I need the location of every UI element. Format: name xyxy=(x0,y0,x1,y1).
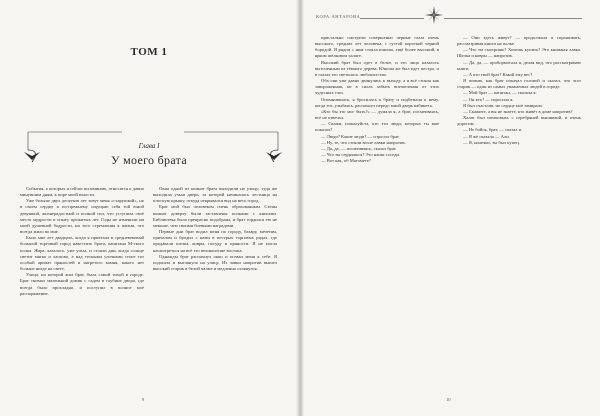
paragraph: Улица, на которой жил брат, была самой тихой в городе. Брат снимал маленький домик с садом в глубине двора, где всегда было прохладно, и поступил в полное моё распоряжение. xyxy=(20,272,144,296)
left-page-column-1 xyxy=(20,186,144,297)
volume-title: ТОМ 1 xyxy=(130,46,168,58)
paragraph: Оба они уже давно двинулись к выходу, а я всё стояла как завороженная, не в силах забыть впечатления от этих чудесных глаз. xyxy=(315,78,439,96)
paragraph: — Да, да, — посмеиваясь, сказал брат. xyxy=(321,145,397,151)
paragraph: — Что ты сердишься? Это наши соседи. xyxy=(321,151,401,157)
page-number: 10 xyxy=(446,397,451,402)
header-rule xyxy=(444,18,582,19)
header-rule xyxy=(360,18,424,19)
compass-star-icon xyxy=(425,6,443,24)
paragraph: — Да, да, — пробормотала я, делая вид, что рассматриваю книги. xyxy=(457,59,581,71)
paragraph: — Я жё сказала — Али. xyxy=(463,133,510,139)
paragraph: Первые дни брат водил меня по городу, базару, мечетям, причалам и бродил с нами в пестрых торговых рядах, где продавали шелка, ковры, посуду и пряности. Я не могла насмотреться на всё это великолепие востока. xyxy=(153,229,277,253)
left-page-column-2 xyxy=(153,186,277,272)
paragraph: пристально смотрели совершенно черные глаза очень высокого, средних лет человека, с густой короткой черной бородой. Я рядом с ним стояла юноша, ещё более высокий, в ярком шёлковом халате. xyxy=(315,35,439,59)
left-page xyxy=(0,0,298,416)
paragraph: — А кто твой брат? Какой ему вес? xyxy=(463,71,533,77)
paragraph: Опомнившись, я бросилась к брату и подбежала к нему, когда тот, улыбаясь, распахнул передо мной дверь кабинета. xyxy=(315,96,439,108)
paragraph: Уже больше двух десятков лет зовут меня «старушкой», но в своем сердце я по-прежнему ощущаю себя той юной девушкой, жизнерадостной и полной сил, что уступила своё место мудрости и опыту прожитых лет. Годы не изменили ни моей душевной бодрости, ни того стремления к жизни, что всегда жило во мне. xyxy=(20,198,144,235)
right-page-column-2 xyxy=(457,35,581,146)
paragraph: — Скажите, а вы не знаете, кто живёт в доме напротив? xyxy=(463,108,573,114)
paragraph: — Скажи, пожалуйста, кто эти люди, которых ты мне показал? xyxy=(315,121,439,133)
book-gutter-shadow xyxy=(296,0,304,416)
paragraph: — Что ты смотришь? Хочешь купить? Это книжная лавка. Шелка и ковры — напротив. xyxy=(457,47,581,59)
paragraph: Окна одной из комнат брата выходили на улицу; туда же выходила узкая дверь, за которой начиналась лестница на плоскую крышу, откуда открывался вид на весь город. xyxy=(153,186,277,204)
paragraph: Было мне лет двадцать, когда я приехала в средневековый большой торговый город навестить брата, капитана М-ского полка. Жара, казалось, уже ушла, и стояли дни, когда солнце светит мягко и ласково, а над тесными улочками стоит тот особый аромат пряностей и нагретого камня, какого нет больше нигде на свете. xyxy=(20,235,144,272)
paragraph: — Я, конечно, ты был купец. xyxy=(463,139,520,145)
running-head-author: КОРА АНТАРОВА xyxy=(316,14,361,19)
paragraph: События, о которых я сейчас вспоминаю, относятся к давно минувшим дням, к поре моей юности. xyxy=(20,186,144,198)
paragraph: — Он кто? — спросила я. xyxy=(463,96,514,102)
paragraph: — Ну, те, что стояли возле лавки напротив. xyxy=(321,139,406,145)
paragraph: — Вот как, об Магомете? xyxy=(321,158,371,164)
page-number: 9 xyxy=(142,397,145,402)
chapter-title: У моего брата xyxy=(111,153,187,167)
paragraph: — Не бойся, брат, — сказал я. xyxy=(463,127,522,133)
paragraph: Высокий брат был одет в белое, и его лицо казалось выточенным из тёмного дерева. Юноша же был одет пестро, и в глазах его светилось любопытство. xyxy=(315,59,439,77)
paragraph: Однажды брат распахнул окно и позвал меня к себе. Я подошла и выглянула на улицу. Из лавки напротив вышел высокий старик в белой чалме и медленно оглянулся. xyxy=(153,253,277,272)
paragraph: — Они здесь живут? — продолжала я спрашивать, рассматривая книги на полке. xyxy=(457,35,581,47)
paragraph: Я помню, как брат покачал головой и сказал, что этот старик — один из самых уважаемых людей в городе. xyxy=(457,78,581,90)
right-page-column-1 xyxy=(315,35,439,164)
chapter-label: Глава I xyxy=(138,142,160,150)
paragraph: Брат мой был человеком очень образованным. Стены комнат доверху были заставлены полками с книгами. Библиотека была прекрасно подобрана, и брат гордился ею не меньше, чем своими боевыми наградами. xyxy=(153,204,277,228)
paragraph: Халат был шелковым, с серебряной вышивкой, и очень дорогим. xyxy=(457,115,581,127)
paragraph: Я был счастлив, но сердце моё замирало. xyxy=(463,102,544,108)
paragraph: — Люди? Какие люди? — спросил брат. xyxy=(321,133,400,139)
right-page xyxy=(298,0,600,416)
paragraph: «Кто бы это мог быть?» — думала я, а брат, посмеиваясь, всё не отвечал. xyxy=(315,108,439,121)
paragraph: — Мой брат — капитан, — сказала я. xyxy=(463,90,537,96)
